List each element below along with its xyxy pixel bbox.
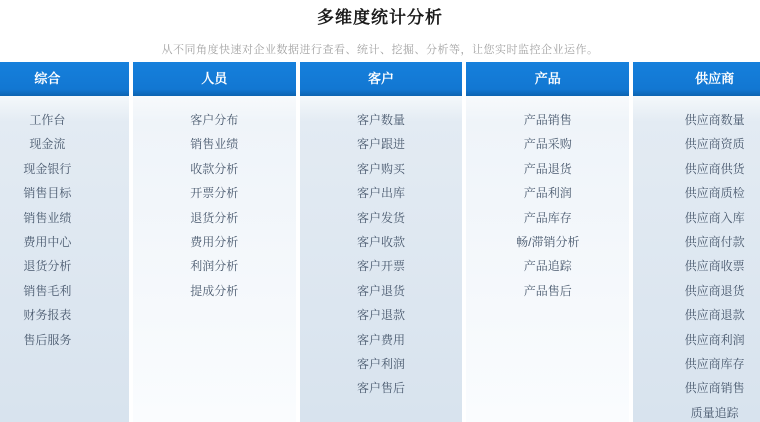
menu-item-customer-5[interactable]: 客户收款 [356, 234, 405, 249]
column-personnel [133, 62, 296, 422]
menu-item-supplier-8[interactable]: 供应商退款 [684, 308, 745, 323]
menu-item-supplier-5[interactable]: 供应商付款 [684, 234, 745, 249]
menu-item-supplier-10[interactable]: 供应商库存 [684, 356, 745, 371]
menu-item-product-2[interactable]: 产品退货 [523, 161, 572, 176]
menu-item-supplier-11[interactable]: 供应商销售 [684, 381, 745, 396]
menu-item-customer-3[interactable]: 客户出库 [356, 186, 405, 201]
menu-item-product-7[interactable]: 产品售后 [523, 283, 572, 298]
menu-item-customer-7[interactable]: 客户退货 [356, 283, 405, 298]
menu-item-comprehensive-7[interactable]: 销售毛利 [23, 283, 72, 298]
menu-item-personnel-4[interactable]: 退货分析 [190, 210, 239, 225]
menu-item-customer-0[interactable]: 客户数量 [356, 113, 405, 127]
menu-item-customer-11[interactable]: 客户售后 [356, 381, 405, 396]
menu-item-comprehensive-6[interactable]: 退货分析 [23, 259, 72, 274]
menu-item-supplier-1[interactable]: 供应商资质 [684, 137, 745, 152]
column-body-comprehensive [0, 96, 129, 422]
menu-item-personnel-6[interactable]: 利润分析 [190, 259, 239, 274]
column-header-supplier: 供应商 [633, 62, 760, 96]
menu-item-supplier-0[interactable]: 供应商数量 [684, 113, 745, 127]
menu-item-supplier-2[interactable]: 供应商供货 [684, 161, 745, 176]
menu-item-personnel-5[interactable]: 费用分析 [190, 234, 239, 249]
menu-item-product-6[interactable]: 产品追踪 [523, 259, 572, 274]
column-comprehensive [0, 62, 129, 422]
menu-item-comprehensive-4[interactable]: 销售业绩 [23, 210, 72, 225]
menu-item-personnel-2[interactable]: 收款分析 [190, 161, 239, 176]
menu-item-supplier-12[interactable]: 质量追踪 [690, 405, 739, 420]
column-header-product: 产品 [466, 62, 629, 96]
menu-item-product-1[interactable]: 产品采购 [523, 137, 572, 152]
menu-item-product-4[interactable]: 产品库存 [523, 210, 572, 225]
column-body-personnel [133, 96, 296, 422]
menu-item-supplier-7[interactable]: 供应商退货 [684, 283, 745, 298]
menu-item-personnel-7[interactable]: 提成分析 [190, 283, 239, 298]
column-header-personnel: 人员 [133, 62, 296, 96]
menu-item-customer-4[interactable]: 客户发货 [356, 210, 405, 225]
column-customer [300, 62, 463, 422]
column-header-comprehensive: 综合 [0, 62, 129, 96]
menu-item-customer-6[interactable]: 客户开票 [356, 259, 405, 274]
page-subtitle: 从不同角度快速对企业数据进行查看、统计、挖掘、分析等，让您实时监控企业运作。 [161, 44, 599, 56]
menu-item-personnel-3[interactable]: 开票分析 [190, 186, 239, 201]
menu-item-comprehensive-9[interactable]: 售后服务 [23, 332, 72, 347]
column-header-customer: 客户 [300, 62, 463, 96]
menu-item-personnel-0[interactable]: 客户分布 [190, 113, 239, 127]
menu-item-product-5[interactable]: 畅/滞销分析 [516, 234, 580, 249]
menu-item-comprehensive-0[interactable]: 工作台 [29, 113, 66, 127]
menu-item-comprehensive-8[interactable]: 财务报表 [23, 308, 72, 323]
column-body-supplier [633, 96, 760, 422]
menu-item-customer-2[interactable]: 客户购买 [356, 161, 405, 176]
column-body-product [466, 96, 629, 422]
menu-item-comprehensive-5[interactable]: 费用中心 [23, 234, 72, 249]
menu-item-customer-1[interactable]: 客户跟进 [356, 137, 405, 152]
menu-item-customer-8[interactable]: 客户退款 [356, 308, 405, 323]
menu-item-product-3[interactable]: 产品利润 [523, 186, 572, 201]
menu-item-customer-9[interactable]: 客户费用 [356, 332, 405, 347]
menu-item-product-0[interactable]: 产品销售 [523, 113, 572, 127]
menu-item-comprehensive-3[interactable]: 销售目标 [23, 186, 72, 201]
menu-item-comprehensive-1[interactable]: 现金流 [29, 137, 66, 152]
page-title: 多维度统计分析 [317, 8, 443, 27]
column-supplier [633, 62, 760, 422]
menu-item-supplier-3[interactable]: 供应商质检 [684, 186, 745, 201]
menu-item-supplier-9[interactable]: 供应商利润 [684, 332, 745, 347]
column-body-customer [300, 96, 463, 422]
menu-item-comprehensive-2[interactable]: 现金银行 [23, 161, 72, 176]
column-product [466, 62, 629, 422]
menu-item-supplier-6[interactable]: 供应商收票 [684, 259, 745, 274]
menu-item-personnel-1[interactable]: 销售业绩 [190, 137, 239, 152]
feature-columns [0, 62, 760, 422]
menu-item-customer-10[interactable]: 客户利润 [356, 356, 405, 371]
menu-item-supplier-4[interactable]: 供应商入库 [684, 210, 745, 225]
